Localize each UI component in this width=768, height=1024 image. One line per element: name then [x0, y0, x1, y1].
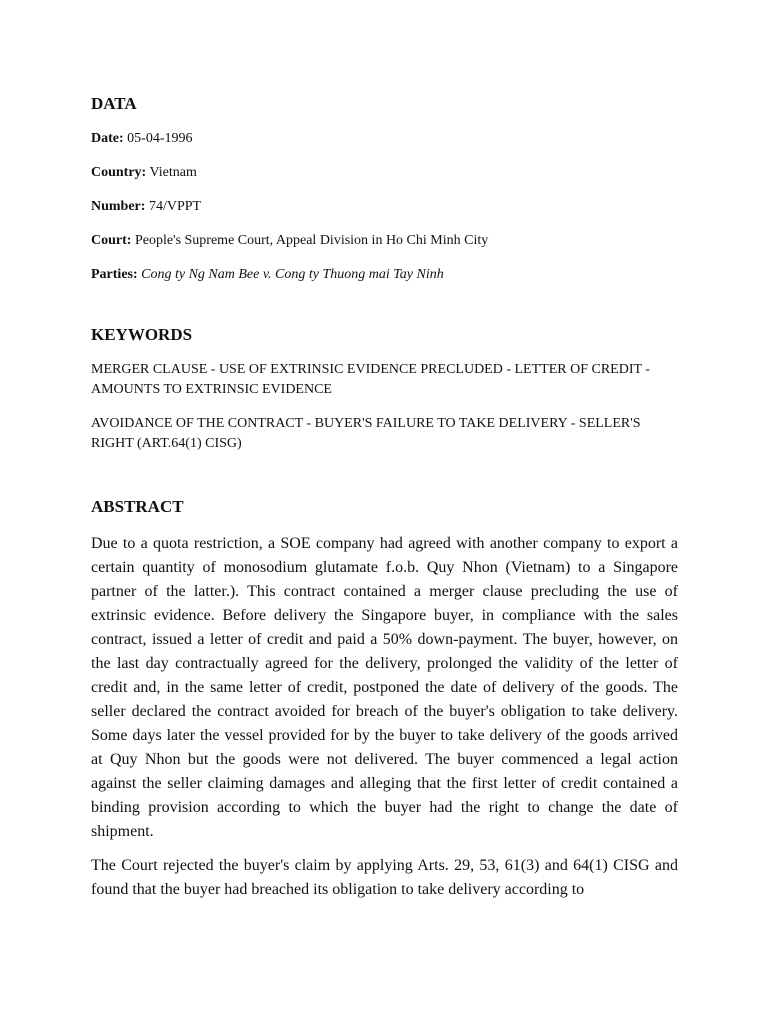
date-label: Date: [91, 131, 124, 146]
abstract-paragraph: The Court rejected the buyer's claim by applying Arts. 29, 53, 61(3) and 64(1) CISG and found that the buyer had breached its obligation to take delivery according to [91, 857, 678, 898]
abstract-heading: ABSTRACT [91, 497, 184, 516]
parties-value: Cong ty Ng Nam Bee v. Cong ty Thuong mai Tay Ninh [141, 267, 444, 282]
keyword-item: MERGER CLAUSE - USE OF EXTRINSIC EVIDENCE PRECLUDED - LETTER OF CREDIT - AMOUNTS TO EXTRINSIC EVIDENCE [91, 362, 650, 397]
date-value: 05-04-1996 [127, 131, 193, 146]
number-label: Number: [91, 199, 146, 214]
keyword-item: AVOIDANCE OF THE CONTRACT - BUYER'S FAILURE TO TAKE DELIVERY - SELLER'S RIGHT (ART.64(1) CISG) [91, 416, 641, 451]
court-label: Court: [91, 233, 132, 248]
date-field [91, 130, 678, 148]
number-field [91, 198, 678, 216]
court-value: People's Supreme Court, Appeal Division in Ho Chi Minh City [134, 233, 489, 248]
data-heading: DATA [91, 94, 137, 113]
abstract-paragraph: Due to a quota restriction, a SOE company had agreed with another company to export a certain quantity of monosodium glutamate f.o.b. Quy Nhon (Vietnam) to a Singapore partner of the latter.). This contract contained a merger clause precluding the use of extrinsic evidence. Before delivery the Singapore buyer, in compliance with the sales contract, issued a letter of credit and paid a 50% down-payment. The buyer, however, on the last day contractually agreed for the delivery, prolonged the validity of the letter of credit and, in the same letter of credit, postponed the date of delivery of the goods. The seller declared the contract avoided for breach of the buyer's obligation to take delivery. Some days later the vessel provided for by the buyer to take delivery of the goods arrived at Quy Nhon but the goods were not delivered. The buyer commenced a legal action against the seller claiming damages and alleging that the first letter of credit contained a binding provision according to which the buyer had the right to change the date of shipment. [91, 535, 678, 840]
number-value: 74/VPPT [148, 199, 202, 214]
country-label: Country: [91, 165, 147, 180]
parties-label: Parties: [91, 267, 138, 282]
country-value: Vietnam [149, 165, 197, 180]
parties-field [91, 266, 678, 284]
keywords-heading: KEYWORDS [91, 325, 193, 344]
document-page [91, 93, 678, 902]
court-field [91, 232, 678, 250]
country-field [91, 164, 678, 182]
